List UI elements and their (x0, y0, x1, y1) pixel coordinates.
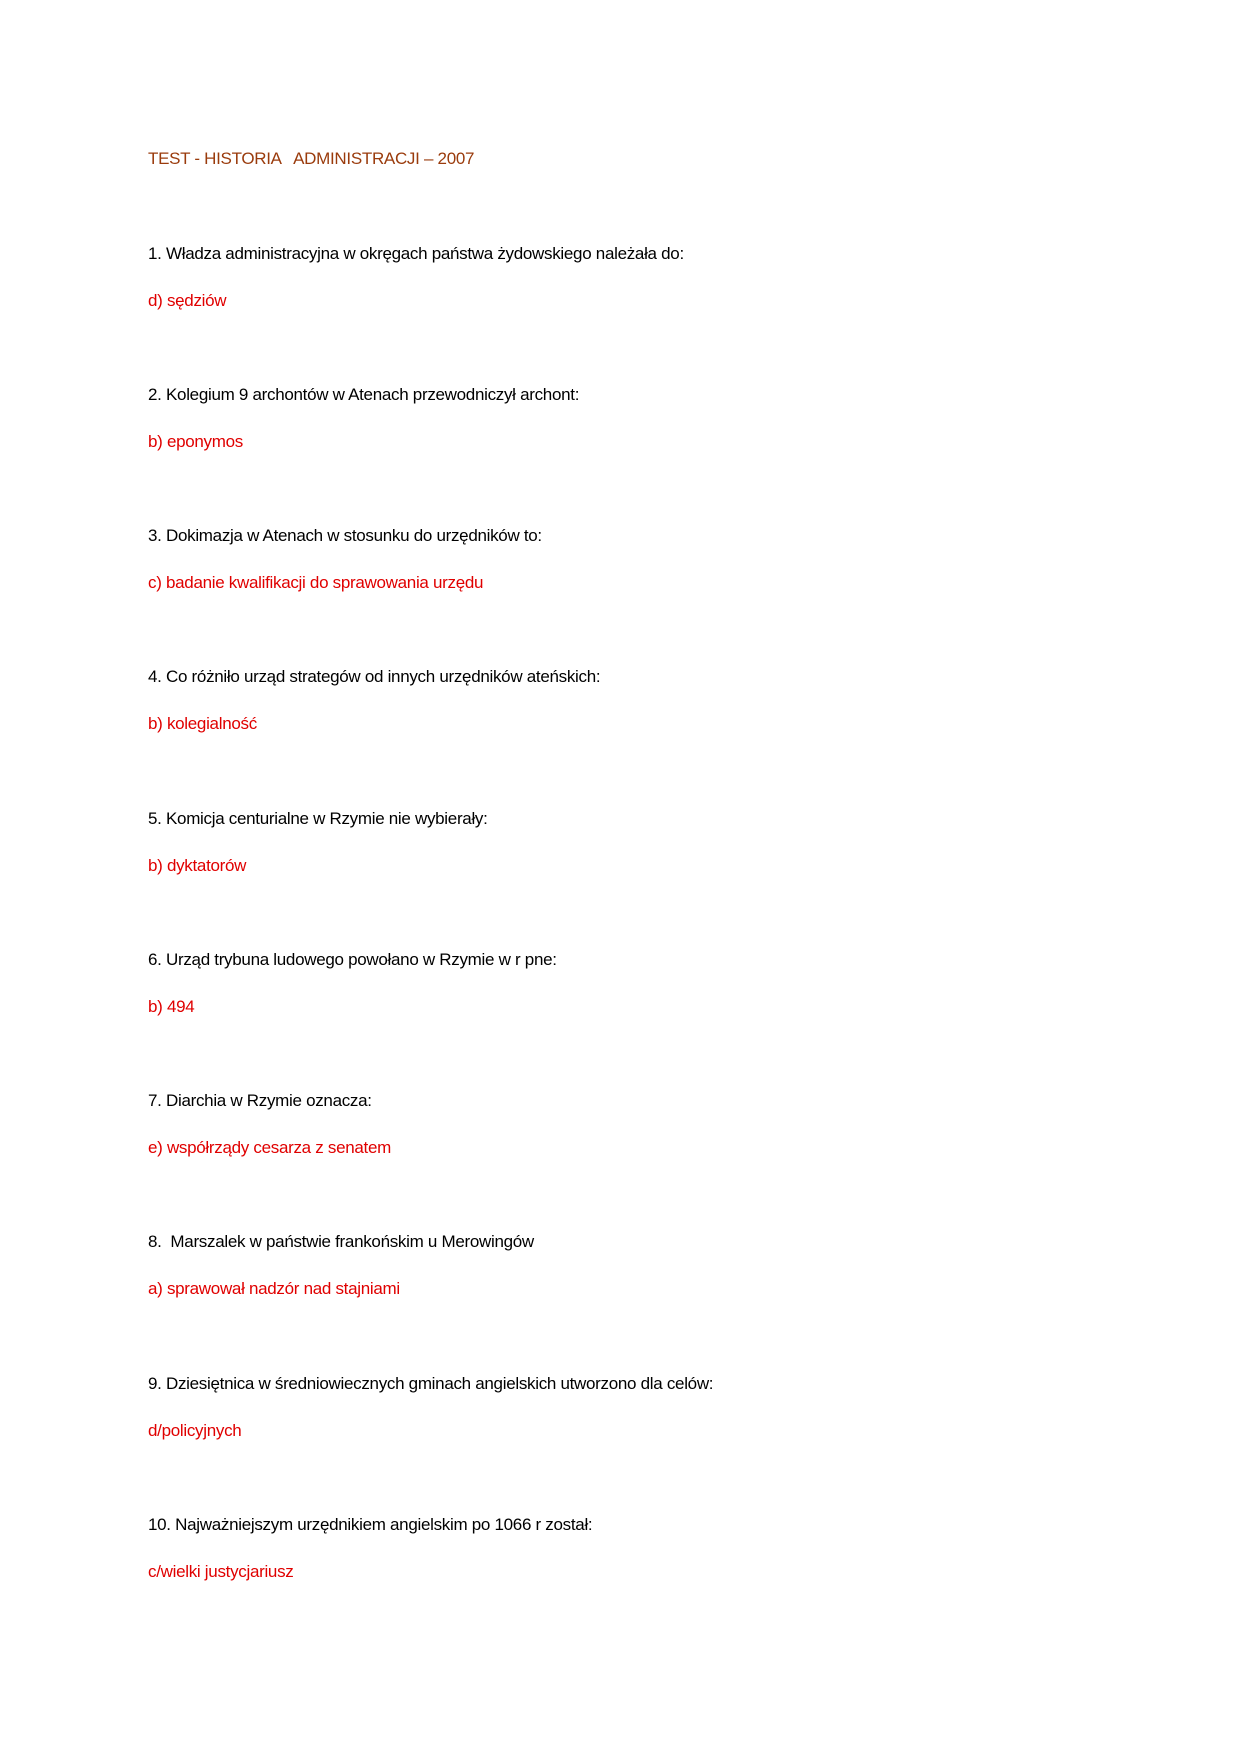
answer-text: c) badanie kwalifikacji do sprawowania urzędu (148, 573, 484, 592)
question-text: 9. Dziesiętnica w średniowiecznych gminach angielskich utworzono dla celów: (148, 1374, 714, 1393)
question-text: 6. Urząd trybuna ludowego powołano w Rzymie w r pne: (148, 950, 557, 969)
question-block-7 (148, 1089, 1148, 1160)
question-block-9 (148, 1372, 1148, 1443)
question-block-10 (148, 1513, 1148, 1584)
question-text: 3. Dokimazja w Atenach w stosunku do urzędników to: (148, 526, 542, 545)
answer-text: a) sprawował nadzór nad stajniami (148, 1279, 400, 1298)
answer-text: d) sędziów (148, 291, 227, 310)
question-text: 2. Kolegium 9 archontów w Atenach przewodniczył archont: (148, 385, 580, 404)
question-block-1 (148, 242, 1148, 313)
answer-text: b) 494 (148, 997, 195, 1016)
answer-text: b) eponymos (148, 432, 243, 451)
question-text: 5. Komicja centurialne w Rzymie nie wybierały: (148, 809, 488, 828)
question-block-2 (148, 383, 1148, 454)
question-text: 7. Diarchia w Rzymie oznacza: (148, 1091, 372, 1110)
question-block-4 (148, 665, 1148, 736)
answer-text: e) współrządy cesarza z senatem (148, 1138, 391, 1157)
question-text: 8. Marszalek w państwie frankońskim u Merowingów (148, 1232, 534, 1251)
question-text: 10. Najważniejszym urzędnikiem angielskim po 1066 r został: (148, 1515, 593, 1534)
answer-text: c/wielki justycjariusz (148, 1562, 294, 1581)
question-block-8 (148, 1230, 1148, 1301)
question-text: 1. Władza administracyjna w okręgach państwa żydowskiego należała do: (148, 244, 684, 263)
question-block-5 (148, 807, 1148, 878)
question-block-3 (148, 524, 1148, 595)
question-block-6 (148, 948, 1148, 1019)
answer-text: b) dyktatorów (148, 856, 247, 875)
answer-text: b) kolegialność (148, 714, 257, 733)
answer-text: d/policyjnych (148, 1421, 242, 1440)
document-title: TEST - HISTORIA ADMINISTRACJI – 2007 (148, 149, 475, 168)
question-text: 4. Co różniło urząd strategów od innych urzędników ateńskich: (148, 667, 601, 686)
